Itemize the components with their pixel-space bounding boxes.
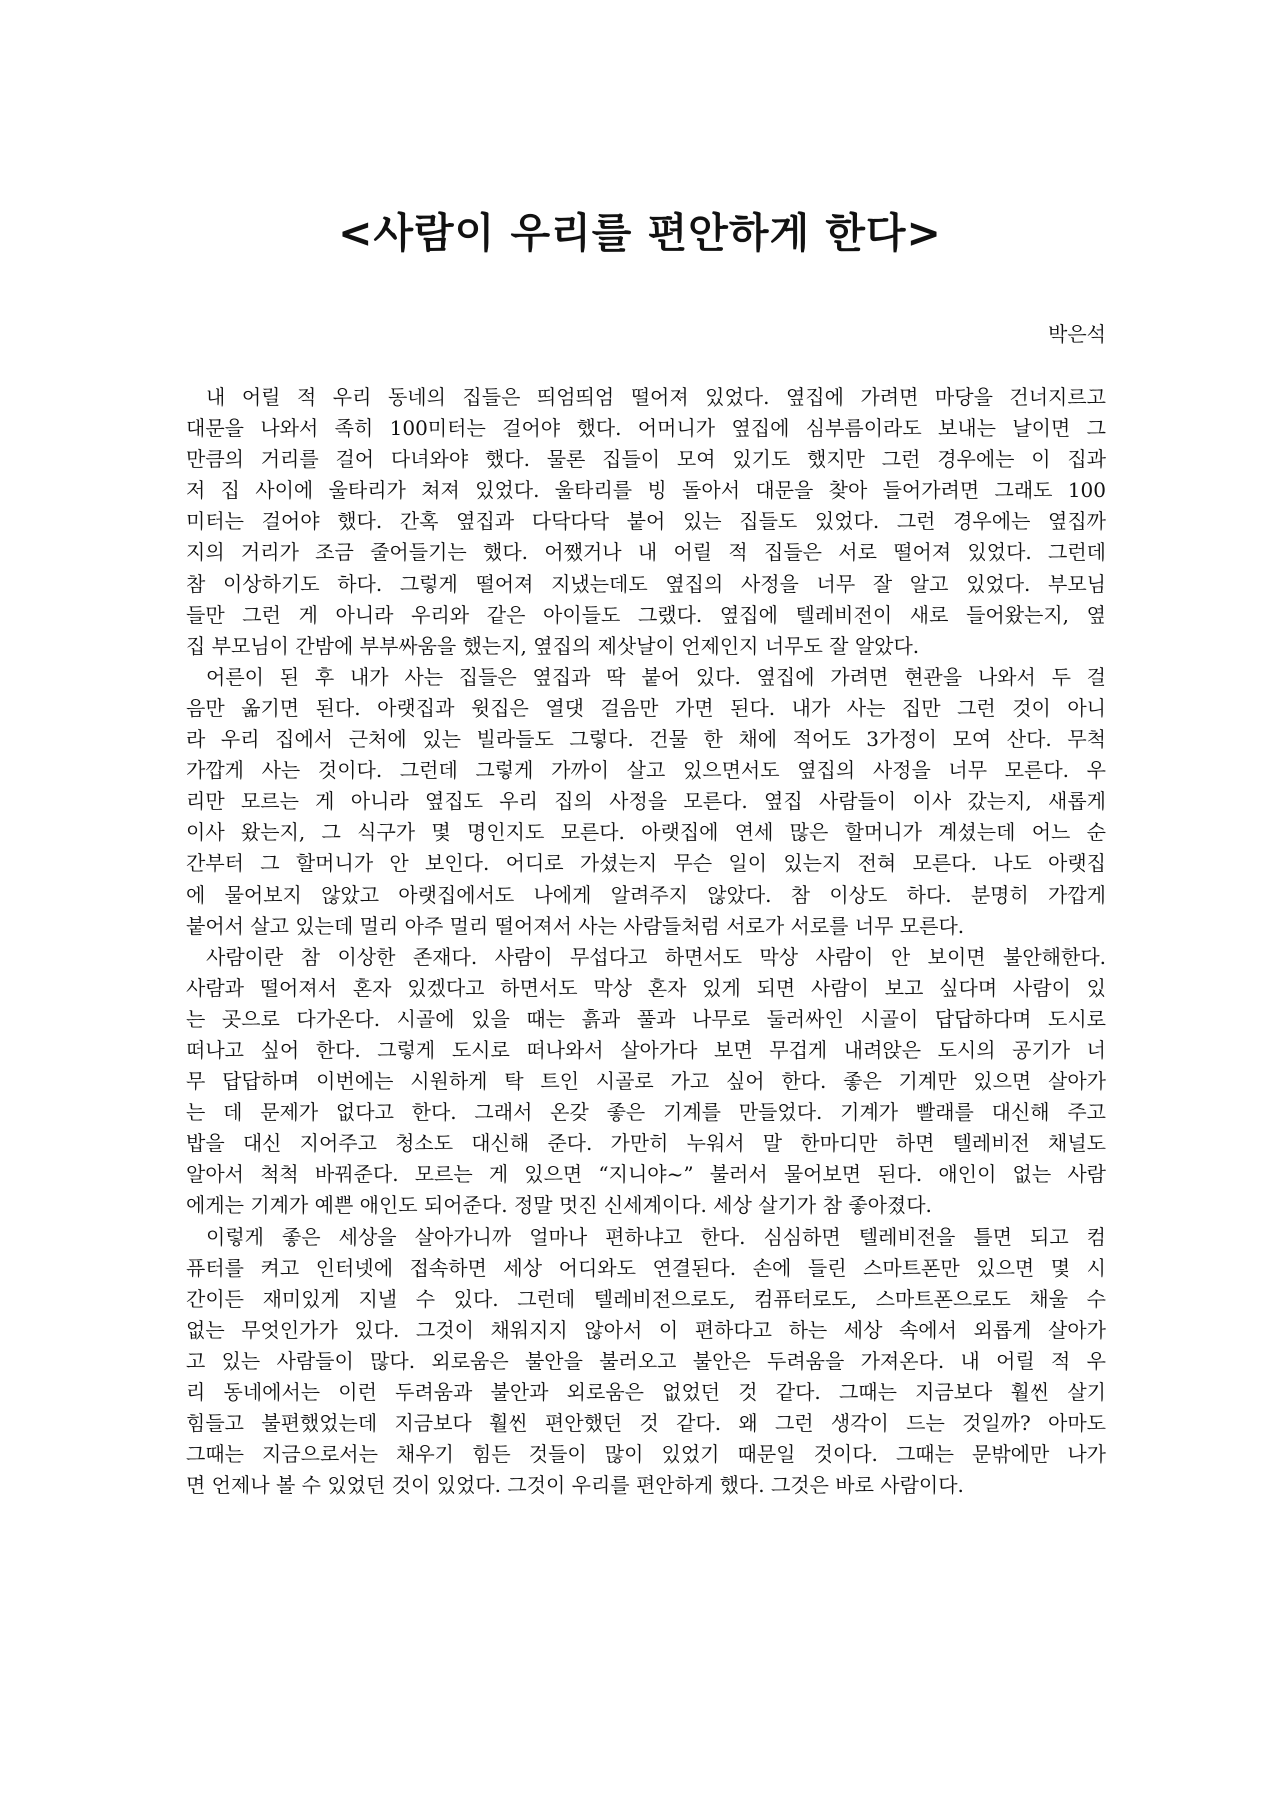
paragraph-4-line: 그때는 지금으로서는 채우기 힘든 것들이 많이 있었기 때문일 것이다. 그때는 문밖에만 나가 (186, 1442, 1106, 1467)
paragraph-4-line: 리 동네에서는 이런 두려움과 불안과 외로움은 없었던 것 같다. 그때는 지금보다 훨씬 살기 (186, 1380, 1106, 1404)
paragraph-3-line: 사람과 떨어져서 혼자 있겠다고 하면서도 막상 혼자 있게 되면 사람이 보고 싶다며 사람이 있 (186, 975, 1106, 1000)
paragraph-1-line: 집 부모님이 간밤에 부부싸움을 했는지, 옆집의 제삿날이 언제인지 너무도 잘 알았다. (186, 633, 920, 658)
paragraph-3-line: 는 데 문제가 없다고 한다. 그래서 온갖 좋은 기계를 만들었다. 기계가 빨래를 대신해 주고 (186, 1100, 1106, 1125)
paragraph-4-line: 고 있는 사람들이 많다. 외로움은 불안을 불러오고 불안은 두려움을 가져온다. 내 어릴 적 우 (186, 1348, 1106, 1373)
paragraph-2-line: 음만 옮기면 된다. 아랫집과 윗집은 열댓 걸음만 가면 된다. 내가 사는 집만 그런 것이 아니 (186, 695, 1106, 720)
document-body (186, 382, 1106, 1501)
paragraph-4-line: 간이든 재미있게 지낼 수 있다. 그런데 텔레비전으로도, 컴퓨터로도, 스마트폰으로도 채울 수 (186, 1286, 1106, 1311)
paragraph-2-line: 리만 모르는 게 아니라 옆집도 우리 집의 사정을 모른다. 옆집 사람들이 이사 갔는지, 새롭게 (186, 789, 1106, 814)
paragraph-4-line: 퓨터를 켜고 인터넷에 접속하면 세상 어디와도 연결된다. 손에 들린 스마트폰만 있으면 몇 시 (186, 1255, 1106, 1280)
author-name: 박은석 (1048, 322, 1106, 346)
paragraph-3-line: 알아서 척척 바꿔준다. 모르는 게 있으면 “지니야~” 불러서 물어보면 된다. 애인이 없는 사람 (186, 1162, 1106, 1187)
paragraph-2-line: 붙어서 살고 있는데 멀리 아주 멀리 떨어져서 사는 사람들처럼 서로가 서로를 너무 모른다. (186, 913, 965, 938)
paragraph-4-line: 힘들고 불편했었는데 지금보다 훨씬 편안했던 것 같다. 왜 그런 생각이 드는 것일까? 아마도 (186, 1411, 1106, 1436)
paragraph-3-line: 떠나고 싶어 한다. 그렇게 도시로 떠나와서 살아가다 보면 무겁게 내려앉은 도시의 공기가 너 (186, 1037, 1106, 1062)
paragraph-2-line: 가깝게 사는 것이다. 그런데 그렇게 가까이 살고 있으면서도 옆집의 사정을 너무 모른다. 우 (186, 758, 1106, 783)
paragraph-2-line: 라 우리 집에서 근처에 있는 빌라들도 그렇다. 건물 한 채에 적어도 3가정이 모여 산다. 무척 (186, 727, 1106, 752)
paragraph-1-line: 미터는 걸어야 했다. 간혹 옆집과 다닥다닥 붙어 있는 집들도 있었다. 그런 경우에는 옆집까 (186, 509, 1106, 534)
paragraph-4-line: 면 언제나 볼 수 있었던 것이 있었다. 그것이 우리를 편안하게 했다. 그것은 바로 사람이다. (186, 1473, 964, 1498)
paragraph-2-line: 간부터 그 할머니가 안 보인다. 어디로 가셨는지 무슨 일이 있는지 전혀 모른다. 나도 아랫집 (186, 851, 1106, 876)
paragraph-4-line: 이렇게 좋은 세상을 살아가니까 얼마나 편하냐고 한다. 심심하면 텔레비전을 틀면 되고 컴 (206, 1224, 1106, 1249)
paragraph-1-line: 대문을 나와서 족히 100미터는 걸어야 했다. 어머니가 옆집에 심부름이라도 보내는 날이면 그 (186, 416, 1106, 441)
document-title: <사람이 우리를 편안하게 한다> (338, 209, 942, 257)
paragraph-4-line: 없는 무엇인가가 있다. 그것이 채워지지 않아서 이 편하다고 하는 세상 속에서 외롭게 살아가 (186, 1317, 1106, 1342)
paragraph-1-line: 들만 그런 게 아니라 우리와 같은 아이들도 그랬다. 옆집에 텔레비전이 새로 들어왔는지, 옆 (186, 602, 1106, 627)
paragraph-3-line: 무 답답하며 이번에는 시원하게 탁 트인 시골로 가고 싶어 한다. 좋은 기계만 있으면 살아가 (186, 1069, 1106, 1094)
paragraph-1-line: 만큼의 거리를 걸어 다녀와야 했다. 물론 집들이 모여 있기도 했지만 그런 경우에는 이 집과 (186, 447, 1106, 472)
paragraph-1-line: 지의 거리가 조금 줄어들기는 했다. 어쨌거나 내 어릴 적 집들은 서로 떨어져 있었다. 그런데 (186, 540, 1106, 565)
paragraph-3-line: 에게는 기계가 예쁜 애인도 되어준다. 정말 멋진 신세계이다. 세상 살기가 참 좋아졌다. (186, 1193, 932, 1218)
paragraph-3-line: 사람이란 참 이상한 존재다. 사람이 무섭다고 하면서도 막상 사람이 안 보이면 불안해한다. (206, 944, 1106, 969)
paragraph-2-line: 이사 왔는지, 그 식구가 몇 명인지도 모른다. 아랫집에 연세 많은 할머니가 계셨는데 어느 순 (186, 820, 1106, 845)
paragraph-3-line: 밥을 대신 지어주고 청소도 대신해 준다. 가만히 누워서 말 한마디만 하면 텔레비전 채널도 (186, 1131, 1106, 1156)
paragraph-2-line: 에 물어보지 않았고 아랫집에서도 나에게 알려주지 않았다. 참 이상도 하다. 분명히 가깝게 (186, 882, 1106, 907)
paragraph-1-line: 내 어릴 적 우리 동네의 집들은 띄엄띄엄 떨어져 있었다. 옆집에 가려면 마당을 건너지르고 (206, 385, 1106, 409)
paragraph-3-line: 는 곳으로 다가온다. 시골에 있을 때는 흙과 풀과 나무로 둘러싸인 시골이 답답하다며 도시로 (186, 1006, 1106, 1031)
paragraph-2-line: 어른이 된 후 내가 사는 집들은 옆집과 딱 붙어 있다. 옆집에 가려면 현관을 나와서 두 걸 (206, 664, 1106, 689)
paragraph-1-line: 참 이상하기도 하다. 그렇게 떨어져 지냈는데도 옆집의 사정을 너무 잘 알고 있었다. 부모님 (186, 571, 1106, 596)
paragraph-1-line: 저 집 사이에 울타리가 쳐져 있었다. 울타리를 빙 돌아서 대문을 찾아 들어가려면 그래도 100 (186, 478, 1106, 503)
